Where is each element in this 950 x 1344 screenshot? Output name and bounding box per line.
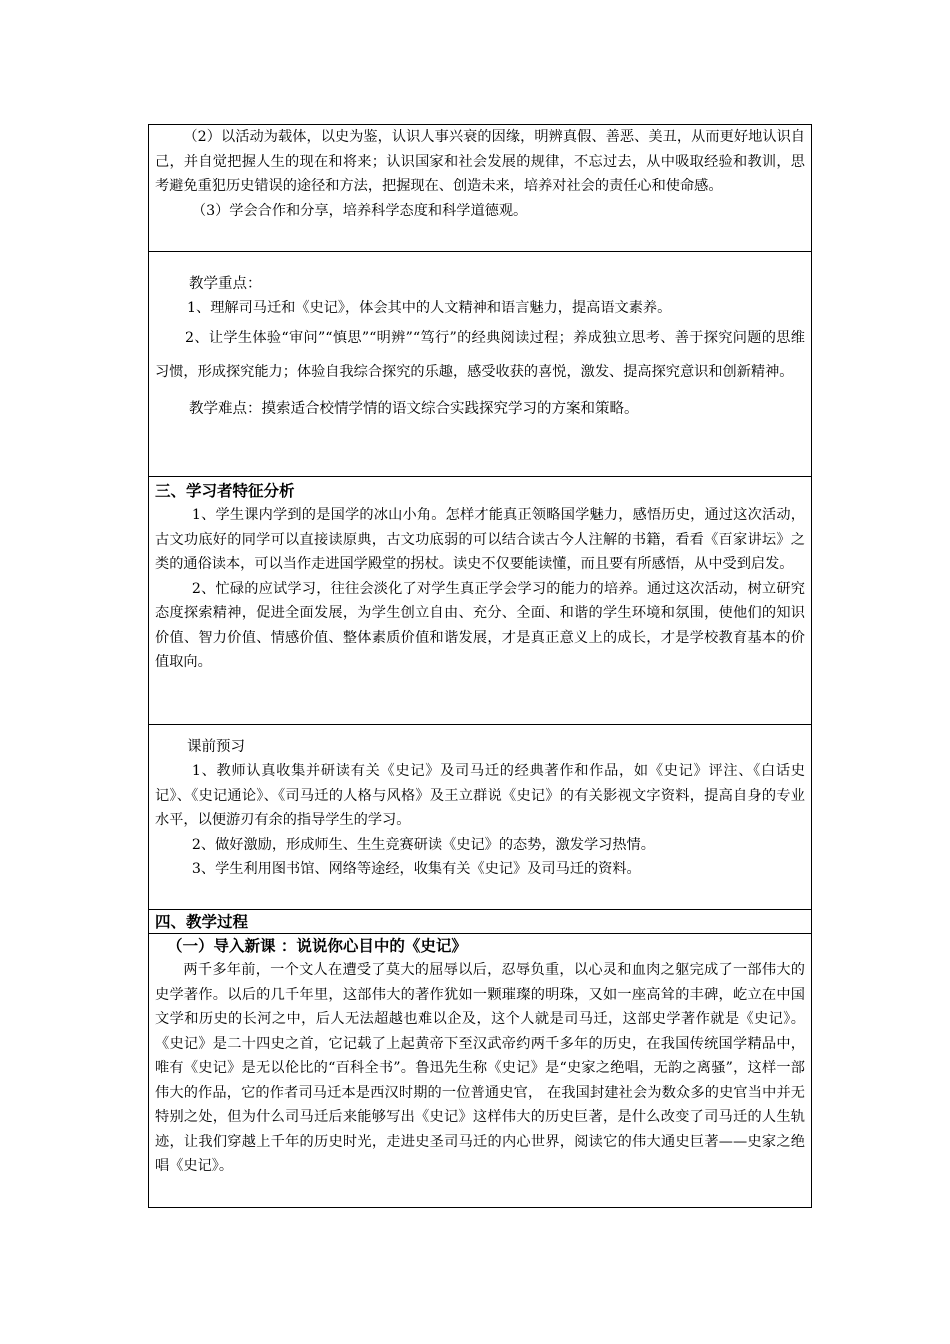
preview-paragraph-2: 2、做好激励，形成师生、生生竞赛研读《史记》的态势，激发学习热情。 [191,836,655,853]
process-heading-cell [149,910,811,934]
intro-paragraph: 两千多年前，一个文人在遭受了莫大的屈辱以后，忍辱负重，以心灵和血肉之躯完成了一部伟大的史学著作。以后的几千年里，这部伟大的著作犹如一颗璀璨的明珠，又如一座高耸的丰碑，屹立在中国文学和历史的长河之中，后人无法超越也难以企及，这个人就是司马迁，这部史学著作就是《史记》。《史记》是二十四史之首，它记载了上起黄帝下至汉武帝约两千多年的历史，在我国传统国学精品中，唯有《史记》是无以伦比的“百科全书”。鲁迅先生称《史记》是“史家之绝唱，无韵之离骚”，这样一部伟大的作品，它的作者司马迁本是西汉时期的一位普通史官， 在我国封建社会为数众多的史官当中并无特别之处，但为什么司马迁后来能够写出《史记》这样伟大的历史巨著，是什么改变了司马迁的人生轨迹，让我们穿越上千年的历史时光，走进史圣司马迁的内心世界，阅读它的伟大通史巨著——史家之绝唱《史记》。 [155,962,805,1174]
learners-paragraph-2: 2、忙碌的应试学习，往往会淡化了对学生真正学会学习的能力的培养。通过这次活动，树立研究态度探索精神，促进全面发展，为学生创立自由、充分、全面、和谐的学生环境和氛围，使他们的知识价值、智力价值、情感价值、整体素质价值和谐发展，才是真正意义上的成长，才是学校教育基本的价值取向。 [155,580,805,670]
focus-item-2: 2、让学生体验“审问”“慎思”“明辨”“笃行”的经典阅读过程；养成独立思考、善于探究问题的思维习惯，形成探究能力；体验自我综合探究的乐趣，感受收获的喜悦，激发、提高探究意识和创新精神。 [155,329,805,380]
goal-3-paragraph: （3）学会合作和分享，培养科学态度和科学道德观。 [191,202,528,219]
learners-heading: 三、学习者特征分析 [155,482,295,500]
focus-label: 教学重点： [189,276,262,292]
preview-cell [149,725,811,910]
teaching-goals-cell [149,125,811,252]
difficulty-paragraph: 教学难点：摸索适合校情学情的语文综合实践探究学习的方案和策略。 [189,400,639,417]
process-heading: 四、教学过程 [155,913,249,931]
preview-paragraph-1: 1、教师认真收集并研读有关《史记》及司马迁的经典著作和作品，如《史记》评注、《白话史记》、《史记通论》、《司马迁的人格与风格》及王立群说《史记》的有关影视文字资料，提高自身的专业水平，以便游刃有余的指导学生的学习。 [155,763,805,828]
learners-cell [149,477,811,725]
teaching-focus-cell [149,252,811,477]
process-intro-cell [149,934,811,1207]
focus-item-1: 1、理解司马迁和《史记》，体会其中的人文精神和语言魅力，提高语文素养。 [187,300,672,316]
goal-2-paragraph: （2）以活动为载体，以史为鉴，认识人事兴衰的因缘，明辨真假、善恶、美丑，从而更好地认识自己，并自觉把握人生的现在和将来；认识国家和社会发展的规律，不忘过去，从中吸取经验和教训，思考避免重犯历史错误的途径和方法，把握现在、创造未来，培养对社会的责任心和使命感。 [155,129,805,194]
lesson-plan-table [148,124,812,1208]
intro-subheading: （一）导入新课 ：说说你心目中的《史记》 [167,937,467,955]
preview-label: 课前预习 [187,739,245,755]
learners-paragraph-1: 1、学生课内学到的是国学的冰山小角。怎样才能真正领略国学魅力，感悟历史，通过这次活动，古文功底好的同学可以直接读原典，古文功底弱的可以结合读古今人注解的书籍，看看《百家讲坛》之类的通俗读本，可以当作走进国学殿堂的拐杖。读史不仅要能读懂，而且要有所感悟，从中受到启发。 [155,507,805,572]
preview-paragraph-3: 3、学生利用图书馆、网络等途经，收集有关《史记》及司马迁的资料。 [191,861,641,877]
